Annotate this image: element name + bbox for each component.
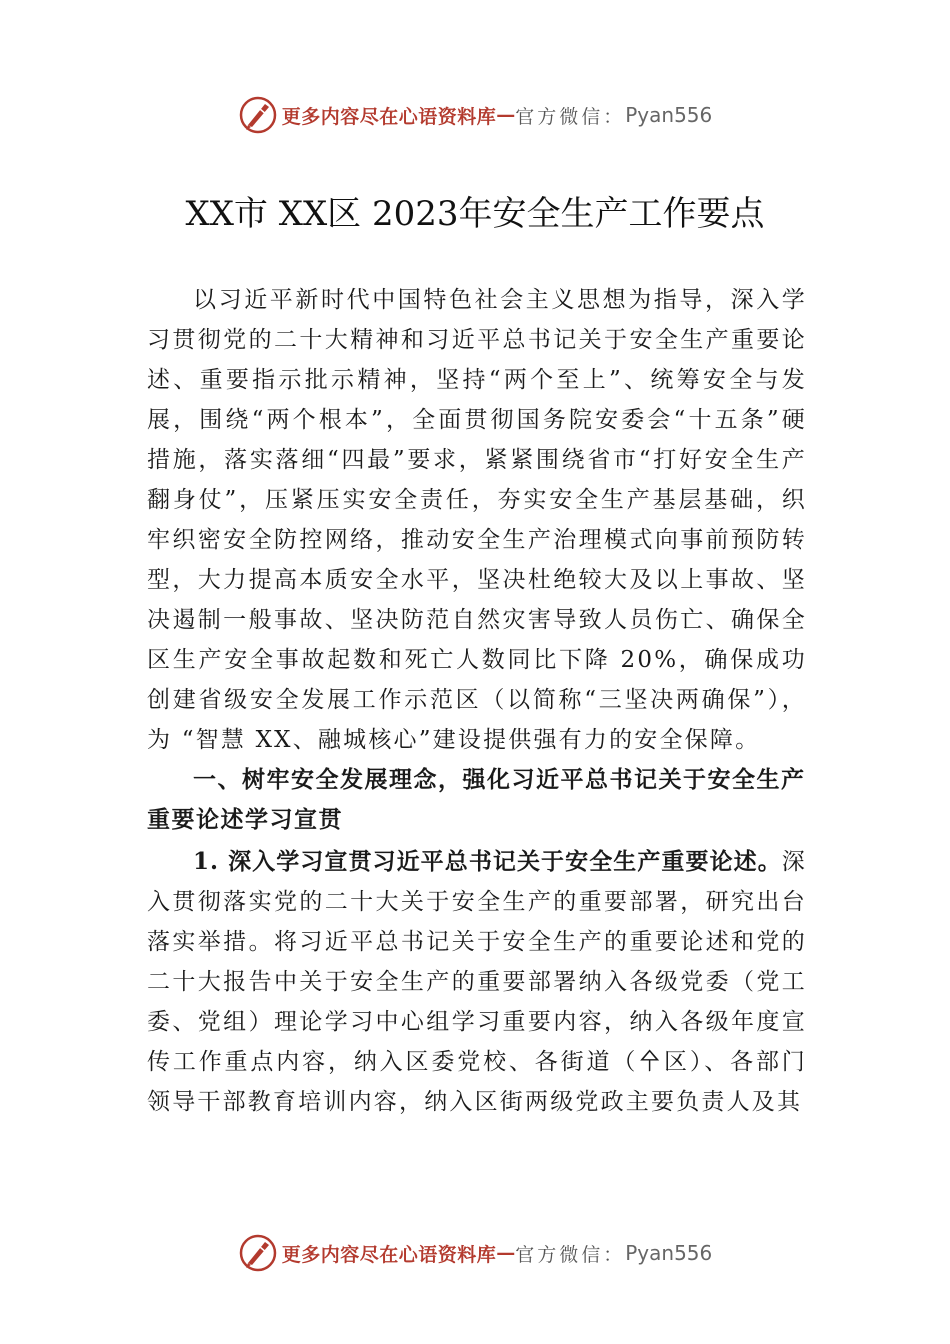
watermark-label: 官方微信： bbox=[515, 105, 626, 128]
item-paragraph bbox=[147, 842, 807, 1122]
footer-watermark bbox=[0, 1231, 950, 1275]
section1-heading: 一、树牢安全发展理念，强化习近平总书记关于安全生产重要论述学习宣贯 bbox=[147, 766, 806, 833]
quill-pen-logo-icon bbox=[238, 95, 278, 135]
watermark-brand-text: 更多内容尽在心语资料库 bbox=[281, 1243, 497, 1266]
watermark-account: Pyan556 bbox=[625, 1241, 713, 1265]
section-heading bbox=[147, 760, 807, 840]
intro-text: 以习近平新时代中国特色社会主义思想为指导，深入学习贯彻党的二十大精神和习近平总书记关于安全生产重要论述、重要指示批示精神，坚持“两个至上”、统筹安全与发展，围绕“两个根本”，全面贯彻国务院安委会“十五条”硬措施，落实落细“四最”要求，紧紧围绕省市“打好安全生产翻身仗”，压紧压实安全责任，夯实安全生产基层基础，织牢织密安全防控网络，推动安全生产治理模式向事前预防转型，大力提高本质安全水平，坚决杜绝较大及以上事故、坚决遏制一般事故、坚决防范自然灾害导致人员伤亡、确保全区生产安全事故起数和死亡人数同比下降 20%，确保成功创建省级安全发展工作示范区（以简称“三坚决两确保”），为 “智慧 XX、融城核心”建设提供强有力的安全保障。 bbox=[147, 287, 807, 753]
quill-pen-logo-icon bbox=[238, 1233, 278, 1273]
document-title: XX市 XX区 2023年安全生产工作要点 bbox=[185, 194, 765, 234]
intro-paragraph bbox=[147, 280, 807, 760]
watermark-brand-text: 更多内容尽在心语资料库 bbox=[281, 105, 497, 128]
watermark-separator: — bbox=[496, 1242, 516, 1264]
watermark-separator: — bbox=[496, 104, 516, 126]
header-watermark bbox=[0, 93, 950, 137]
item1-body: 深入贯彻落实党的二十大关于安全生产的重要部署，研究出台落实举措。将习近平总书记关于安全生产的重要论述和党的二十大报告中关于安全生产的重要部署纳入各级党委（党工委、党组）理论学习中心组学习重要内容，纳入各级年度宣传工作重点内容，纳入区委党校、各街道（㐃区）、各部门领导干部教育培训内容，纳入区街两级党政主要负责人及其 bbox=[147, 849, 807, 1115]
watermark-account: Pyan556 bbox=[625, 103, 713, 127]
watermark-label: 官方微信： bbox=[515, 1243, 626, 1266]
item1-lead: 1. 深入学习宣贯习近平总书记关于安全生产重要论述。 bbox=[193, 848, 782, 875]
